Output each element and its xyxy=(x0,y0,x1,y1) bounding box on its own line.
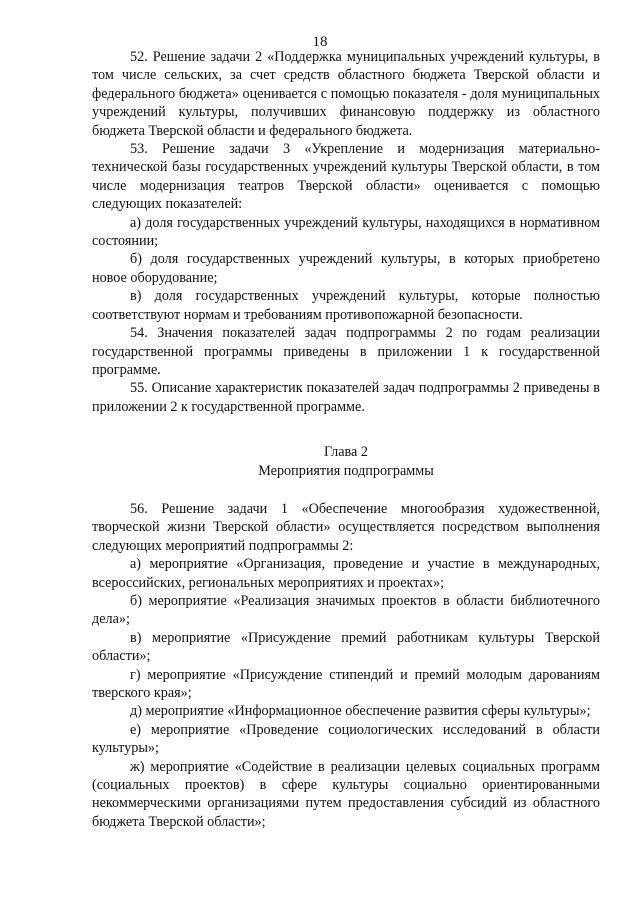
paragraph-52: 52. Решение задачи 2 «Поддержка муниципальных учреждений культуры, в том числе сельских, за счет средств областного бюджета Тверской области и федерального бюджета» оценивается с помощью показателя - доля муниципальных учреждений культуры, получивших финансовую поддержку из областного бюджета Тверской области и федерального бюджета. xyxy=(92,49,600,139)
paragraph-56: 56. Решение задачи 1 «Обеспечение многообразия художественной, творческой жизни Тверской области» осуществляется посредством выполнения следующих мероприятий подпрограммы 2: xyxy=(92,500,600,554)
page-number: 18 xyxy=(312,34,328,50)
paragraph-56-item-d: д) мероприятие «Информационное обеспечение развития сферы культуры»; xyxy=(130,703,591,720)
chapter-title: Мероприятия подпрограммы xyxy=(258,462,434,479)
paragraph-53: 53. Решение задачи 3 «Укрепление и модернизация материально-технической базы государственных учреждений культуры Тверской области, в том числе модернизация театров Тверской области» оценивается с помощью следующих показателей: xyxy=(92,141,600,213)
paragraph-56-item-e: е) мероприятие «Проведение социологических исследований в области культуры»; xyxy=(92,721,600,757)
paragraph-56-item-b: б) мероприятие «Реализация значимых проектов в области библиотечного дела»; xyxy=(92,592,600,628)
paragraph-56-item-zh: ж) мероприятие «Содействие в реализации целевых социальных программ (социальных проектов) в сфере культуры социально ориентированными некоммерческими организациями путем предоставления субсидий из областного бюджета Тверской области»; xyxy=(92,758,600,830)
document-body xyxy=(92,48,600,831)
paragraph-56-item-a: а) мероприятие «Организация, проведение и участие в международных, всероссийских, региональных мероприятиях и проектах»; xyxy=(92,556,600,591)
paragraph-56-item-g: г) мероприятие «Присуждение стипендий и премий молодым дарованиям тверского края»; xyxy=(92,666,600,701)
paragraph-54: 54. Значения показателей задач подпрограммы 2 по годам реализации государственной программы приведены в приложении 1 к государственной программе. xyxy=(92,325,600,378)
paragraph-55: 55. Описание характеристик показателей задач подпрограммы 2 приведены в приложении 2 к государственной программе. xyxy=(92,380,600,415)
chapter-number: Глава 2 xyxy=(324,444,368,461)
paragraph-53-item-a: а) доля государственных учреждений культуры, находящихся в нормативном состоянии; xyxy=(92,214,600,250)
paragraph-56-item-v: в) мероприятие «Присуждение премий работникам культуры Тверской области»; xyxy=(92,629,600,665)
paragraph-53-item-b: б) доля государственных учреждений культуры, в которых приобретено новое оборудование; xyxy=(92,251,600,286)
paragraph-53-item-v: в) доля государственных учреждений культуры, которые полностью соответствуют нормам и требованиям противопожарной безопасности. xyxy=(92,288,600,323)
